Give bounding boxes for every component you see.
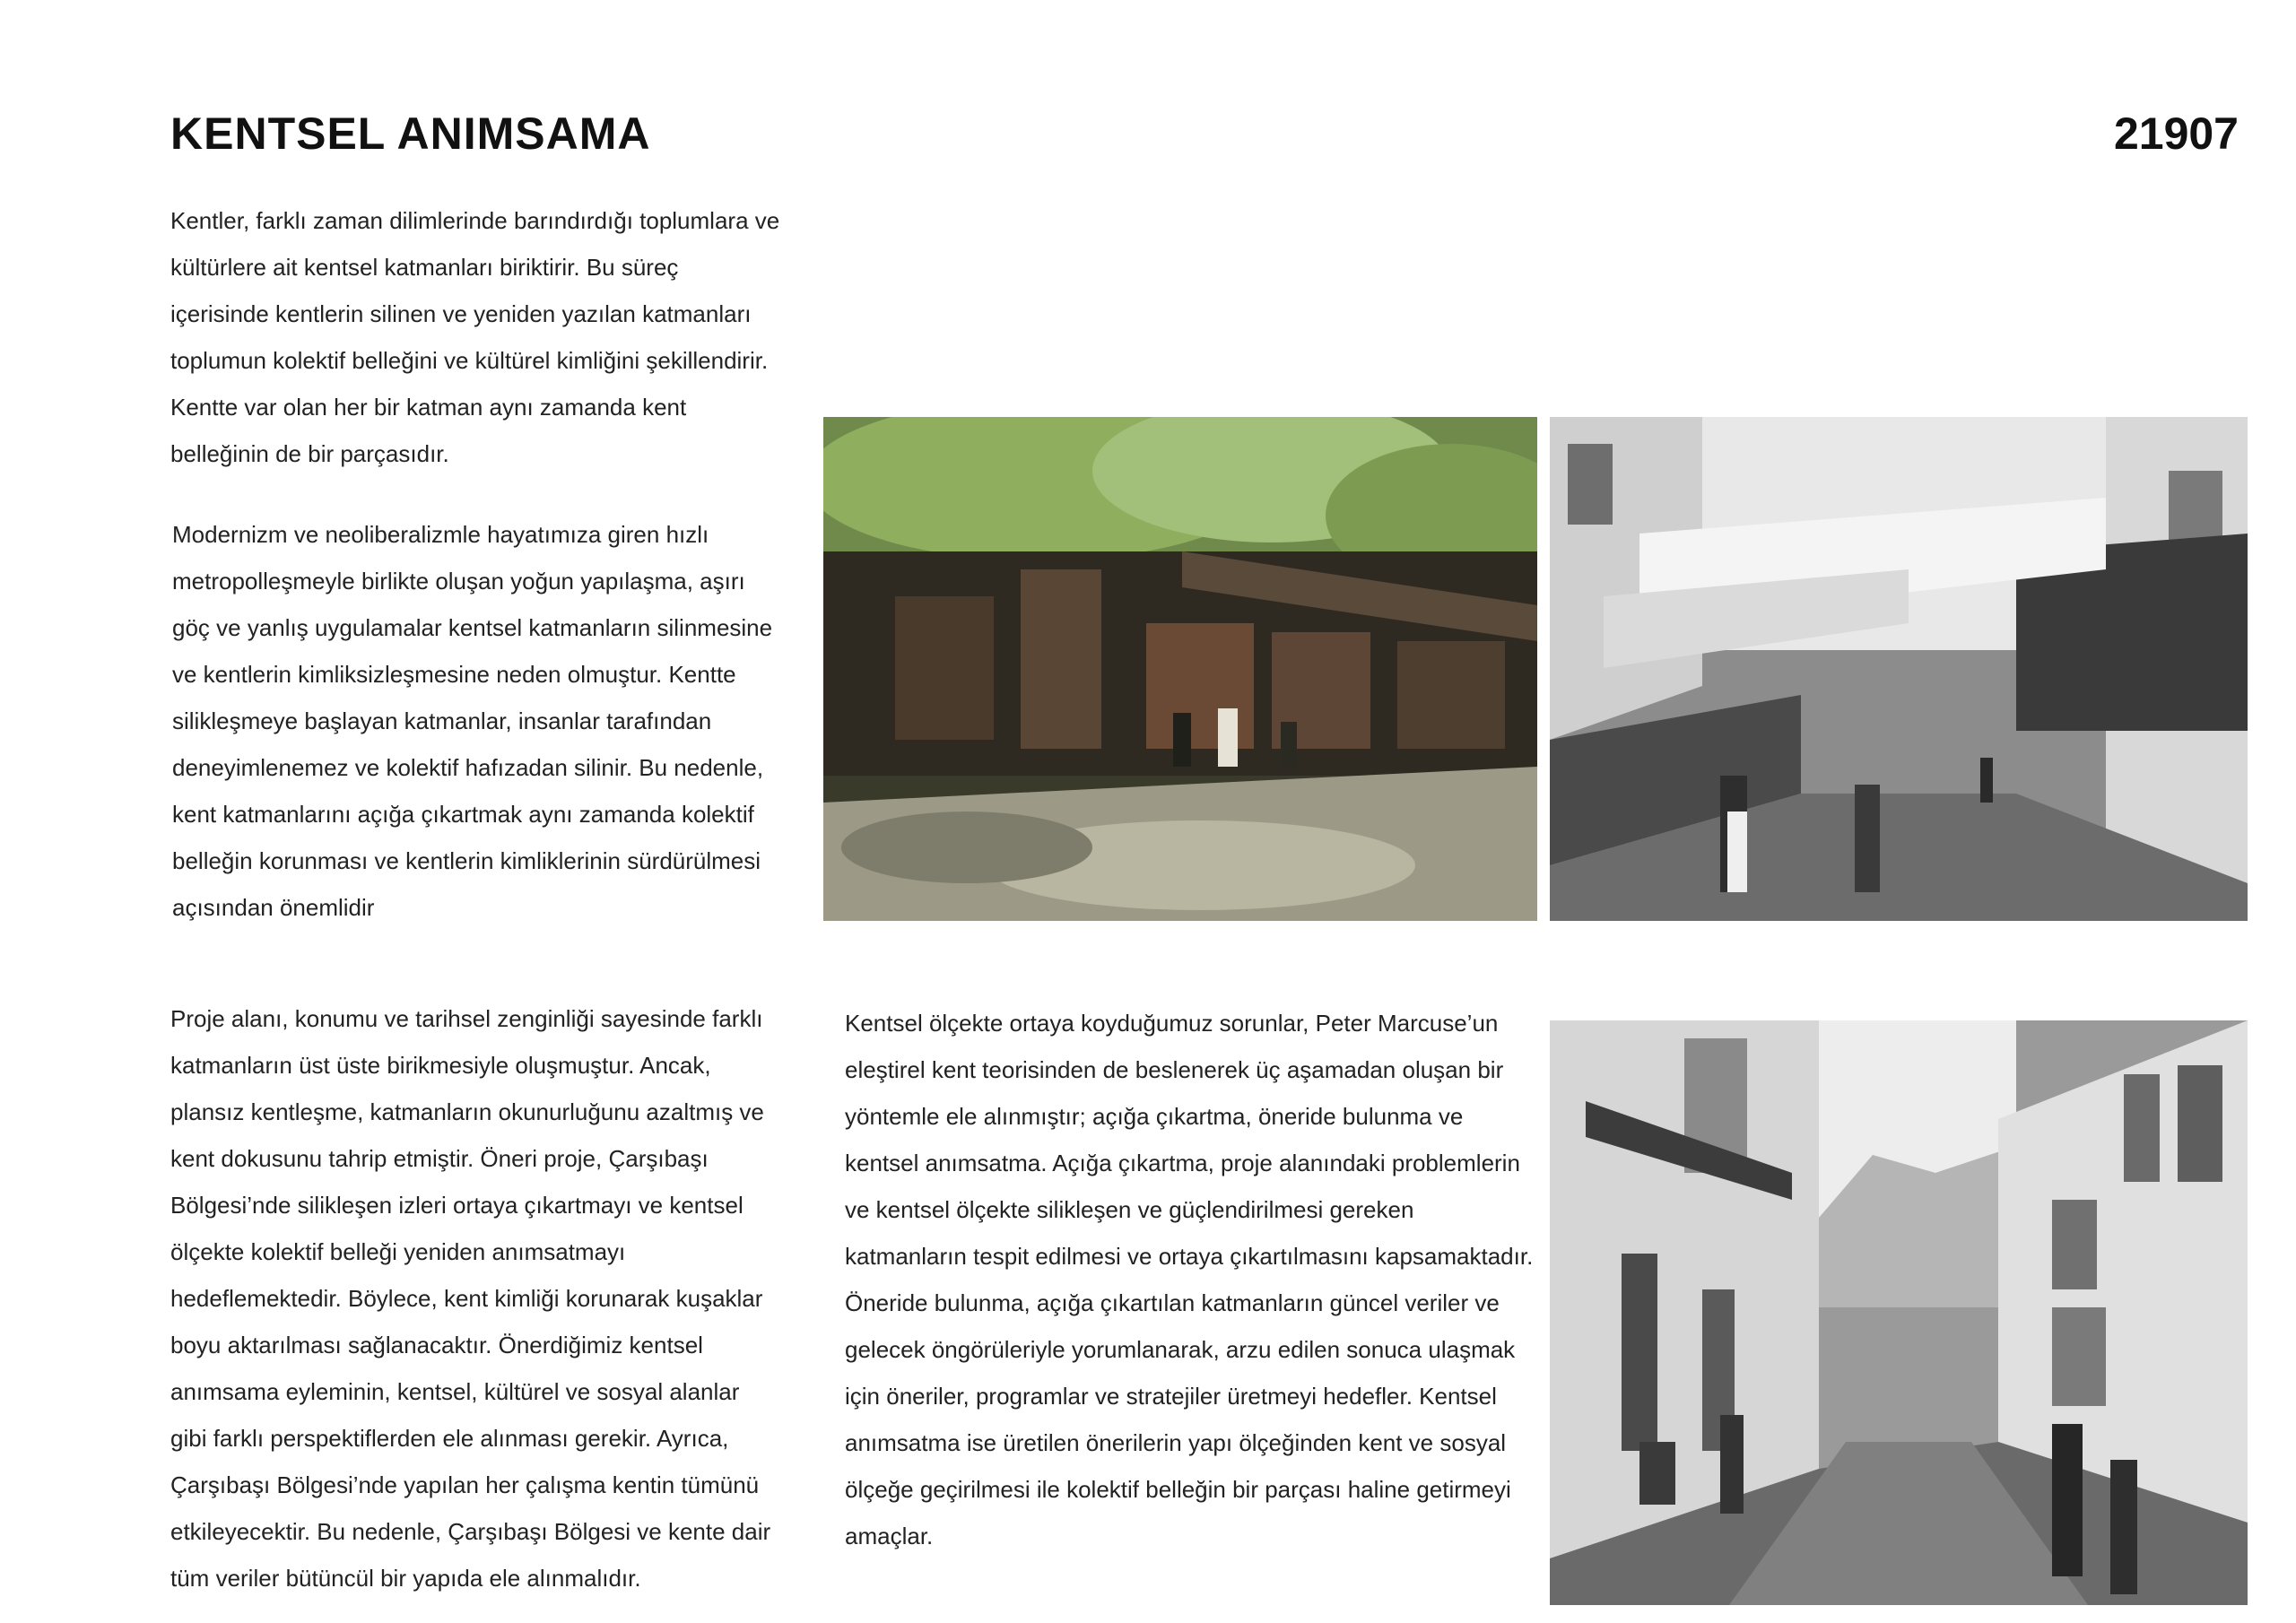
page-title: KENTSEL ANIMSAMA <box>170 108 651 159</box>
intro-paragraph: Kentler, farklı zaman dilimlerinde barındırdığı toplumlara ve kültürlere ait kentsel katmanları biriktirir. Bu süreç içerisinde kentlerin silinen ve yeniden yazılan katmanları toplumun kolektif belleğini ve kültürel kimliğini şekillendirir. Kentte var olan her bir katman aynı zamanda kent belleğinin de bir parçasıdır. <box>170 207 780 467</box>
cobblestone-street-photo <box>1550 1020 2248 1605</box>
project-area-paragraph: Proje alanı, konumu ve tarihsel zenginliği sayesinde farklı katmanların üst üste birikmesiyle oluşmuştur. Ancak, plansız kentleşme, katmanların okunurluğunu azaltmış ve kent dokusunu tahrip etmiştir. Öneri proje, Çarşıbaşı Bölgesi’nde silikleşen izleri ortaya çıkartmayı ve kentsel ölçekte kolektif belleği yeniden anımsatmayı hedeflemektedir. Böylece, kent kimliği korunarak kuşaklar boyu aktarılması sağlanacaktır. Önerdiğimiz kentsel anımsama eyleminin, kentsel, kültürel ve sosyal alanlar gibi farklı perspektiflerden ele alınması gerekir. Ayrıca, Çarşıbaşı Bölgesi’nde yapılan her çalışma kentin tümünü etkileyecektir. Bu nedenle, Çarşıbaşı Bölgesi ve kente dair tüm veriler bütüncül bir yapıda ele alınmalıdır. <box>170 1005 771 1592</box>
project-code: 21907 <box>2113 108 2239 159</box>
method-paragraph: Kentsel ölçekte ortaya koyduğumuz sorunlar, Peter Marcuse’un eleştirel kent teorisinden de beslenerek üç aşamadan oluşan bir yöntemle ele alınmıştır; açığa çıkartma, öneride bulunma ve kentsel anımsatma. Açığa çıkartma, proje alanındaki problemlerin ve kentsel ölçekte silikleşen ve güçlendirilmesi gereken katmanların tespit edilmesi ve ortaya çıkartılmasını kapsamaktadır. Öneride bulunma, açığa çıkartılan katmanların güncel veriler ve gelecek öngörüleriyle yorumlanarak, arzu edilen sonuca ulaşmak için öneriler, programlar ve stratejiler üretmeyi hedefler. Kentsel anımsatma ise üretilen önerilerin yapı ölçeğinden kent ve sosyal ölçeğe geçirilmesi ile kolektif belleğin bir parçası haline getirmeyi amaçlar. <box>845 1010 1534 1549</box>
bazaar-awnings-photo <box>1550 417 2248 921</box>
market-street-photo <box>823 417 1537 921</box>
modernism-paragraph: Modernizm ve neoliberalizmle hayatımıza giren hızlı metropolleşmeyle birlikte oluşan yoğun yapılaşma, aşırı göç ve yanlış uygulamalar kentsel katmanların silinmesine ve kentlerin kimliksizleşmesine neden olmuştur. Kentte silikleşmeye başlayan katmanlar, insanlar tarafından deneyimlenemez ve kolektif hafızadan silinir. Bu nedenle, kent katmanlarını açığa çıkartmak aynı zamanda kolektif belleğin korunması ve kentlerin kimliklerinin sürdürülmesi açısından önemlidir <box>172 521 773 921</box>
